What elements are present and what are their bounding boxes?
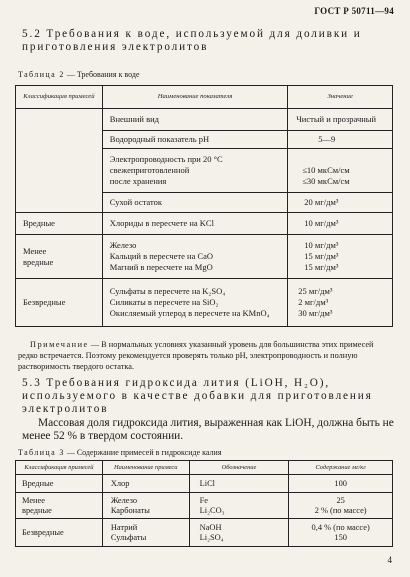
indicator-name [102,149,287,193]
impurity-name [102,493,189,519]
header-value: Значение [288,86,393,109]
impurity-content: 100 [289,475,393,493]
indicator-name-line: Магний в пересчете на MgO [109,262,213,272]
table-row [16,493,393,519]
table-row [16,213,393,235]
impurity-symbol-line: NaOH [199,522,222,532]
indicator-name-line: после хранения [109,176,167,186]
impurity-content [289,519,393,547]
impurity-symbol [189,519,289,547]
indicator-name-line: Сульфаты в пересчете на K₂SO₄ [109,286,226,296]
impurity-name-line: Карбонаты [110,505,150,515]
impurity-symbol-line: Li₂SO₄ [199,532,224,542]
impurity-class-cell: Вредные [16,475,103,493]
impurity-class-line: Менее [23,245,47,256]
impurity-class-line: Менее [22,495,45,505]
table-2-title: — Требования к воде [64,70,140,79]
impurity-class-cell: Безвредные [16,519,103,547]
impurity-content [289,493,393,519]
indicator-name-line: Железо [109,240,137,250]
indicator-name [102,235,287,279]
header-content: Содержание мг/кг [289,461,393,475]
impurity-class-cell: Безвредные [16,279,103,327]
table-row [16,475,393,493]
table-header-row [16,86,393,109]
table-2-caption [18,70,140,79]
indicator-value [288,279,393,327]
indicator-name-line: Окисляемый углерод в пересчете на KMnO₄ [109,308,270,318]
indicator-value-line: 25 мг/дм³ [298,286,333,296]
header-impurity-name: Наименование примеси [102,461,189,475]
impurity-symbol-line: Li₂CO₃ [199,505,225,515]
section-5-3-paragraph: Массовая доля гидроксида лития, выраженная как LiOH, должна быть не менее 52 % в твердом состоянии. [22,417,394,442]
impurity-name-line: Железо [110,495,138,505]
impurity-name: Хлор [102,475,189,493]
indicator-value-line: 30 мг/дм³ [298,308,333,318]
standard-number: ГОСТ Р 50711—94 [314,6,394,16]
impurity-name [102,519,189,547]
table-2-note [18,339,394,372]
impurity-content-line: 25 [336,495,345,505]
impurity-symbol [189,493,289,519]
impurity-content-line: 0,4 % (по массе) [311,522,370,532]
indicator-name: Внешний вид [102,109,287,131]
impurity-symbol: LiCl [189,475,289,493]
indicator-value [288,149,393,193]
section-5-2-heading: 5.2 Требования к воде, используемой для доливки и приготовления электролитов [22,28,362,53]
table-3-title: — Содержание примесей в гидроксиде калия [64,448,222,457]
table-2-water-requirements [15,85,393,327]
indicator-name-line: Электропроводность при 20 °С [109,154,223,164]
table-3-caption [18,448,222,457]
indicator-name-line: Силикаты в пересчете на SiO₂ [109,297,219,307]
indicator-name [102,279,287,327]
table-header-row [16,461,393,475]
impurity-class-cell: Вредные [16,213,103,235]
header-indicator-name: Наименование показателя [102,86,287,109]
indicator-value [288,235,393,279]
indicator-value-line: ≤30 мкСм/см [302,176,350,186]
indicator-value-line: 10 мг/дм³ [304,240,339,250]
impurity-class-cell [16,235,103,279]
page-number: 4 [387,555,392,565]
impurity-name-line: Натрий [110,522,138,532]
indicator-value-line: 15 мг/дм³ [304,262,339,272]
impurity-name-line: Сульфаты [110,532,147,542]
indicator-name: Водородный показатель pH [102,131,287,149]
impurity-class-cell [16,109,103,213]
impurity-symbol-line: Fe [199,495,208,505]
header-impurity-class: Классификация примесей [16,86,103,109]
impurity-class-line: вредные [23,256,54,267]
header-symbol: Обозначение [189,461,289,475]
indicator-value-line: ≤10 мкСм/см [302,165,350,175]
indicator-value-line: 2 мг/дм³ [298,297,329,307]
table-3-lithium-hydroxide-impurities [15,460,393,547]
indicator-value: 5—9 [288,131,393,149]
indicator-name-line: свежеприготовленной [109,165,190,175]
indicator-name: Хлориды в пересчете на KCl [102,213,287,235]
impurity-content-line: 150 [334,532,347,542]
table-row [16,279,393,327]
table-2-label: Таблица 2 [18,70,65,79]
indicator-name-line: Кальций в пересчете на CaO [109,251,214,261]
indicator-name: Сухой остаток [102,193,287,213]
indicator-value: 20 мг/дм³ [288,193,393,213]
impurity-class-line: вредные [22,505,52,515]
indicator-value: Чистый и прозрачный [288,109,393,131]
table-row [16,235,393,279]
table-row [16,519,393,547]
table-row [16,109,393,131]
header-impurity-class: Классификация примесей [16,461,103,475]
impurity-class-cell [16,493,103,519]
indicator-value-line: 15 мг/дм³ [304,251,339,261]
section-5-3-heading: 5.3 Требования гидроксида лития (LiOH, H₂O), используемого в качестве добавки для приготовления электролитов [22,377,373,415]
impurity-content-line: 2 % (по массе) [314,505,367,515]
table-3-label: Таблица 3 [18,448,65,457]
note-label: Примечание [30,340,89,349]
note-text: — В нормальных условиях указанный уровень для большинства этих примесей редко встречается. Поэтому рекомендуется проверять только pH, электропроводность и полную растворимость твердого остатка. [18,340,374,371]
indicator-value: 10 мг/дм³ [288,213,393,235]
